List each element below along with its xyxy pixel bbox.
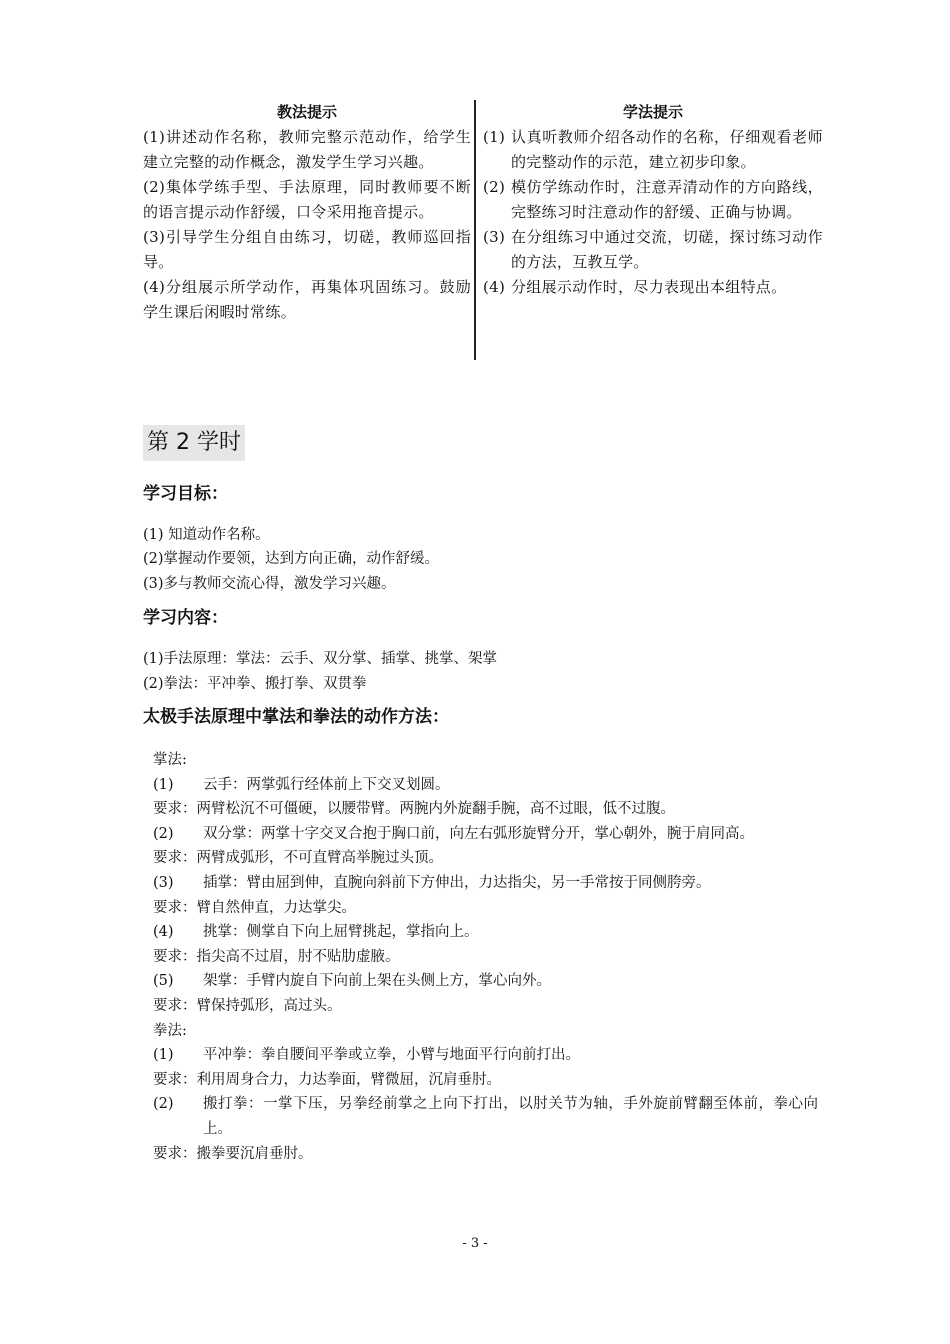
- learning-tip: [483, 125, 823, 175]
- column-divider: [474, 100, 476, 360]
- objective-item: (1) 知道动作名称。: [143, 527, 270, 543]
- item-number: (4): [483, 278, 506, 296]
- learning-tips-column: [483, 100, 823, 300]
- teaching-tip: (2)集体学练手型、手法原理，同时教师要不断的语言提示动作舒缓，口令采用拖音提示。: [143, 178, 471, 221]
- objective-item: (3)多与教师交流心得，激发学习兴趣。: [143, 576, 396, 592]
- method-requirement: 要求：臂保持弧形，高过头。: [153, 997, 342, 1014]
- method-item: [153, 969, 818, 994]
- learning-tip: [483, 225, 823, 275]
- content-heading: 学习内容：: [143, 608, 228, 628]
- session-title: 第 2 学时: [143, 425, 245, 461]
- learning-tip: [483, 275, 823, 300]
- item-number: (3): [483, 228, 506, 246]
- method-item: [153, 920, 818, 945]
- objective-item: (2)掌握动作要领，达到方向正确，动作舒缓。: [143, 551, 440, 567]
- objectives-heading: 学习目标：: [143, 484, 228, 504]
- method-requirement: 要求：臂自然伸直，力达掌尖。: [153, 899, 356, 916]
- item-number: (2): [153, 1096, 174, 1113]
- item-text: 插掌：臂由屈到伸，直腕向斜前下方伸出，力达指尖，另一手常按于同侧胯旁。: [203, 874, 711, 891]
- item-number: (1): [483, 128, 506, 146]
- method-requirement: 要求：两臂成弧形，不可直臂高举腕过头顶。: [153, 850, 443, 867]
- method-item: [153, 822, 818, 847]
- item-text: 架掌：手臂内旋自下向前上架在头侧上方，掌心向外。: [203, 973, 551, 990]
- item-text: 挑掌：侧掌自下向上屈臂挑起，掌指向上。: [203, 924, 479, 941]
- method-requirement: 要求：指尖高不过眉，肘不贴肋虚腋。: [153, 948, 400, 965]
- method-item: [153, 871, 818, 896]
- method-item: [153, 1092, 818, 1141]
- item-text: 云手：两掌弧行经体前上下交叉划圆。: [203, 776, 450, 793]
- item-text: 认真听教师介绍各动作的名称，仔细观看老师的完整动作的示范，建立初步印象。: [511, 128, 823, 171]
- teaching-tips-column: [143, 100, 471, 325]
- learning-tip: [483, 175, 823, 225]
- item-number: (1): [153, 1047, 174, 1064]
- item-number: (5): [153, 973, 174, 990]
- item-number: (1): [153, 776, 174, 793]
- page-number: - 3 -: [462, 1236, 488, 1251]
- content-item: (2)拳法：平冲拳、搬打拳、双贯拳: [143, 676, 367, 692]
- item-text: 平冲拳：拳自腰间平拳或立拳，小臂与地面平行向前打出。: [203, 1047, 580, 1064]
- teaching-tip: (3)引导学生分组自由练习，切磋，教师巡回指导。: [143, 228, 471, 271]
- item-text: 在分组练习中通过交流，切磋，探讨练习动作的方法，互教互学。: [511, 228, 823, 271]
- method-requirement: 要求：搬拳要沉肩垂肘。: [153, 1145, 313, 1162]
- learning-tips-title: 学法提示: [622, 103, 683, 121]
- method-item: [153, 773, 818, 798]
- fist-label: 拳法:: [153, 1022, 187, 1039]
- item-text: 双分掌：两掌十字交叉合抱于胸口前，向左右弧形旋臂分开，掌心朝外，腕于肩同高。: [203, 825, 754, 842]
- item-text: 搬打拳：一掌下压，另拳经前掌之上向下打出，以肘关节为轴，手外旋前臂翻至体前，拳心向上。: [203, 1096, 818, 1137]
- content-item: (1)手法原理：掌法：云手、双分掌、插掌、挑掌、架掌: [143, 651, 498, 667]
- teaching-tip: (1)讲述动作名称，教师完整示范动作，给学生建立完整的动作概念，激发学生学习兴趣。: [143, 128, 471, 171]
- item-number: (2): [483, 178, 506, 196]
- palm-label: 掌法:: [153, 752, 187, 768]
- method-item: [153, 1043, 818, 1068]
- method-requirement: 要求：利用周身合力，力达拳面，臂微屈，沉肩垂肘。: [153, 1071, 501, 1088]
- item-number: (2): [153, 825, 174, 842]
- method-requirement: 要求：两臂松沉不可僵硬，以腰带臂。两腕内外旋翻手腕，高不过眼，低不过腹。: [153, 801, 675, 818]
- item-number: (3): [153, 874, 174, 891]
- methods-body: [153, 748, 818, 1166]
- item-text: 分组展示动作时，尽力表现出本组特点。: [511, 278, 787, 296]
- teaching-tips-title: 教法提示: [276, 103, 337, 121]
- methods-heading: 太极手法原理中掌法和拳法的动作方法：: [143, 707, 449, 727]
- item-text: 模仿学练动作时，注意弄清动作的方向路线，完整练习时注意动作的舒缓、正确与协调。: [511, 178, 823, 221]
- tips-table: [143, 100, 823, 362]
- teaching-tip: (4)分组展示所学动作，再集体巩固练习。鼓励学生课后闲暇时常练。: [143, 278, 471, 321]
- item-number: (4): [153, 924, 174, 941]
